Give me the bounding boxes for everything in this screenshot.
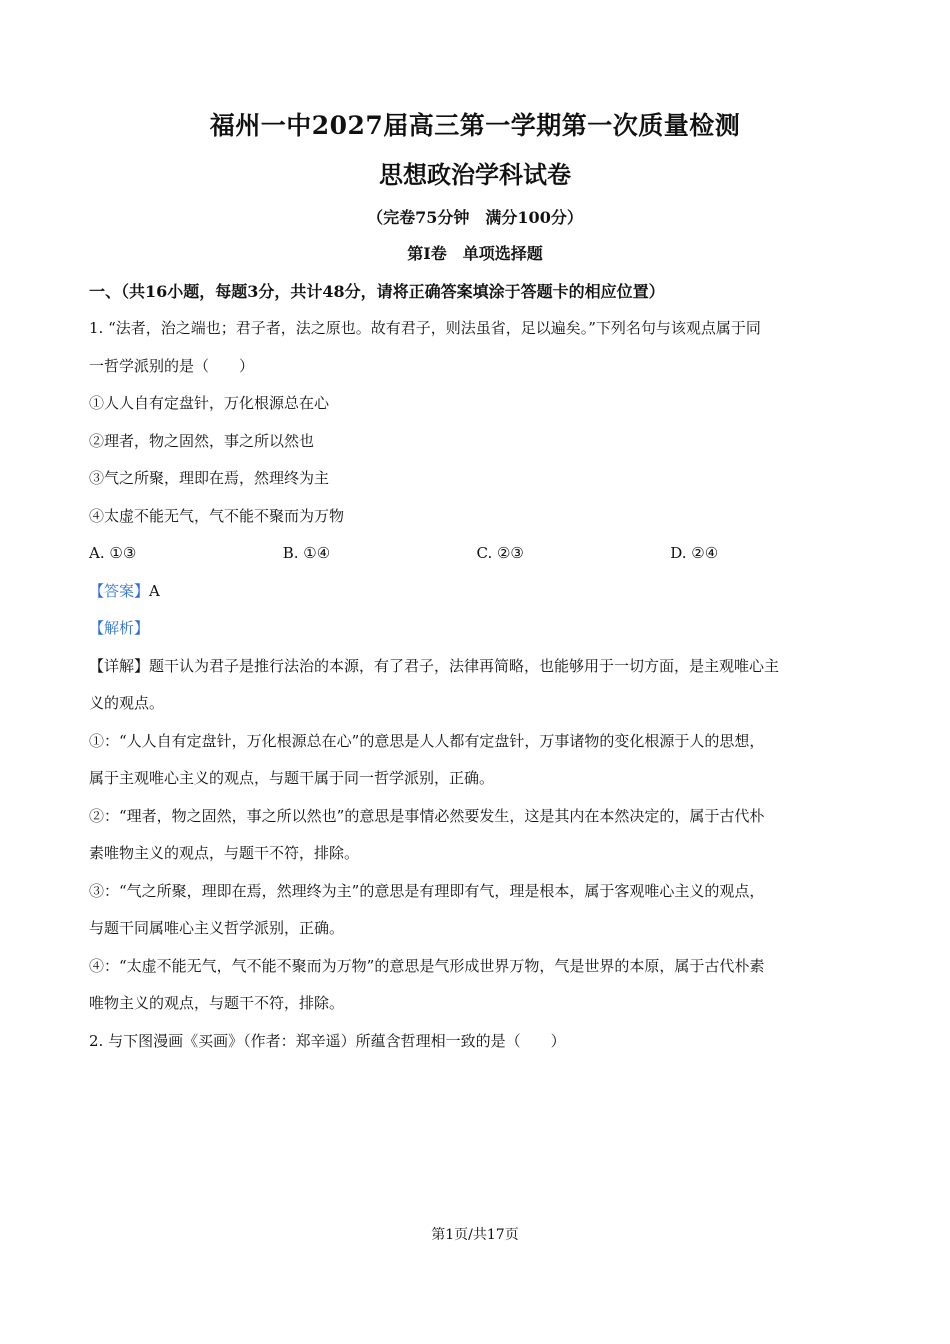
answer-tag: 【答案】 xyxy=(89,581,150,600)
q1-analysis xyxy=(89,610,864,648)
question-content xyxy=(89,310,864,1060)
exam-title: 福州一中2027届高三第一学期第一次质量检测 xyxy=(209,111,741,140)
answer-value: A xyxy=(149,581,160,600)
part-header: 一、（共16小题，每题3分，共计48分，请将正确答案填涂于答题卡的相应位置） xyxy=(89,282,665,301)
q1-exp1-line2: 属于主观唯心主义的观点，与题干属于同一哲学派别，正确。 xyxy=(89,769,495,787)
q1-stem-line1: 1. “法者，治之端也；君子者，法之原也。故有君子，则法虽省，足以遍矣。”下列名句与该观点属于同 xyxy=(89,319,761,337)
q1-item-4: ④太虚不能无气，气不能不聚而为万物 xyxy=(89,506,345,525)
exam-meta: （完卷75分钟 满分100分） xyxy=(367,208,583,227)
q2-stem: 2. 与下图漫画《买画》（作者：郑辛遥）所蕴含哲理相一致的是（ ） xyxy=(89,1031,566,1050)
q1-detail-line2: 义的观点。 xyxy=(89,694,165,712)
q1-exp4-line2: 唯物主义的观点，与题干不符，排除。 xyxy=(89,994,345,1012)
q1-exp4-line1: ④：“太虚不能无气，气不能不聚而为万物”的意思是气形成世界万物，气是世界的本原，属于古代朴素 xyxy=(89,956,765,975)
exam-subtitle: 思想政治学科试卷 xyxy=(379,160,571,189)
q1-exp3-line1: ③：“气之所聚，理即在焉，然理终为主”的意思是有理即有气，理是根本，属于客观唯心主义的观点， xyxy=(89,881,765,900)
q1-exp2-line1: ②：“理者，物之固然，事之所以然也”的意思是事情必然要发生，这是其内在本然决定的，属于古代朴 xyxy=(89,806,765,825)
q1-option-c: C. ②③ xyxy=(476,544,524,562)
q1-detail-line1: 【详解】题干认为君子是推行法治的本源，有了君子，法律再简略，也能够用于一切方面，是主观唯心主 xyxy=(89,656,780,675)
q1-exp1-line1: ①：“人人自有定盘针，万化根源总在心”的意思是人人都有定盘针，万事诸物的变化根源于人的思想， xyxy=(89,731,765,750)
q1-options xyxy=(89,535,864,573)
q1-option-a: A. ①③ xyxy=(89,544,137,562)
q1-option-d: D. ②④ xyxy=(670,544,719,562)
q1-item-3: ③气之所聚，理即在焉，然理终为主 xyxy=(89,469,330,487)
section-title: 第Ⅰ卷 单项选择题 xyxy=(407,244,543,263)
q1-item-2: ②理者，物之固然，事之所以然也 xyxy=(89,431,315,450)
page-footer: 第1页/共17页 xyxy=(431,1227,519,1243)
q1-item-1: ①人人自有定盘针，万化根源总在心 xyxy=(89,394,330,412)
q1-exp2-line2: 素唯物主义的观点，与题干不符，排除。 xyxy=(89,844,360,862)
q1-answer xyxy=(89,573,864,611)
q1-option-b: B. ①④ xyxy=(282,544,331,562)
q1-exp3-line2: 与题干同属唯心主义哲学派别，正确。 xyxy=(89,919,345,937)
analysis-tag: 【解析】 xyxy=(89,619,150,637)
q1-stem-line2: 一哲学派别的是（ ） xyxy=(89,356,255,375)
